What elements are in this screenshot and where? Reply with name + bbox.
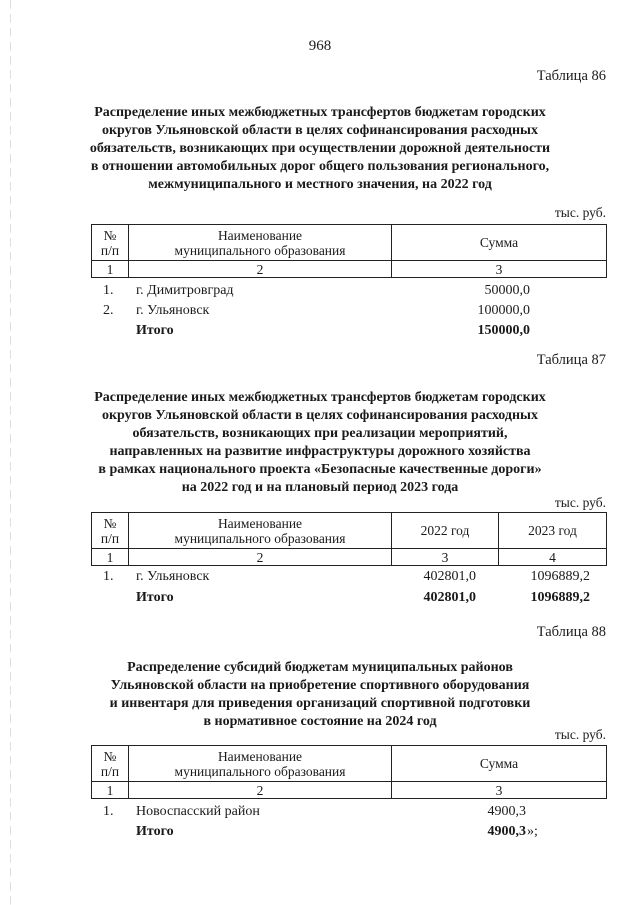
header-num: № п/п: [92, 746, 129, 782]
table-88-label: Таблица 88: [536, 624, 606, 640]
header-num: № п/п: [92, 225, 129, 261]
header-sum: Сумма: [392, 225, 607, 261]
index-3: 3: [392, 549, 499, 566]
table-88-header: [91, 745, 607, 799]
table-87-units: тыс. руб.: [554, 495, 606, 510]
header-name: Наименование муниципального образования: [129, 513, 392, 549]
table-87-label: Таблица 87: [536, 352, 606, 368]
header-2023: 2023 год: [499, 513, 607, 549]
index-1: 1: [92, 261, 129, 278]
header-num: № п/п: [92, 513, 129, 549]
table-87-title: Распределение иных межбюджетных трансфертов бюджетам городских округов Ульяновской области в целях софинансирования расходных обязательств, возникающих при реализации мероприятий, направленных на развитие инфраструктуры дорожного хозяйства в рамках национального проекта «Безопасные качественные дороги» на 2022 год и на плановый период 2023 года: [94, 390, 546, 495]
index-1: 1: [92, 782, 129, 799]
scan-margin-line: [10, 0, 11, 905]
header-name: Наименование муниципального образования: [129, 746, 392, 782]
index-2: 2: [129, 549, 392, 566]
table-86-label: Таблица 86: [536, 68, 606, 84]
table-87-header: [91, 512, 607, 566]
index-2: 2: [129, 782, 392, 799]
index-2: 2: [129, 261, 392, 278]
index-3: 3: [392, 782, 607, 799]
table-88-title: Распределение субсидий бюджетам муниципальных районов Ульяновской области на приобретение спортивного оборудования и инвентаря для приведения организаций спортивной подготовки в нормативное состояние на 2024 год: [109, 660, 531, 729]
index-3: 3: [392, 261, 607, 278]
header-sum: Сумма: [392, 746, 607, 782]
index-4: 4: [499, 549, 607, 566]
table-86-units: тыс. руб.: [554, 205, 606, 220]
table-86-header: [91, 224, 607, 278]
table-88-units: тыс. руб.: [554, 727, 606, 742]
header-2022: 2022 год: [392, 513, 499, 549]
header-name: Наименование муниципального образования: [129, 225, 392, 261]
table-86-title: Распределение иных межбюджетных трансфертов бюджетам городских округов Ульяновской области в целях софинансирования расходных обязательств, возникающих при осуществлении дорожной деятельности в отношении автомобильных дорог общего пользования регионального, межмуниципального и местного значения, на 2022 год: [89, 105, 551, 192]
index-1: 1: [92, 549, 129, 566]
page-number: 968: [308, 38, 332, 54]
